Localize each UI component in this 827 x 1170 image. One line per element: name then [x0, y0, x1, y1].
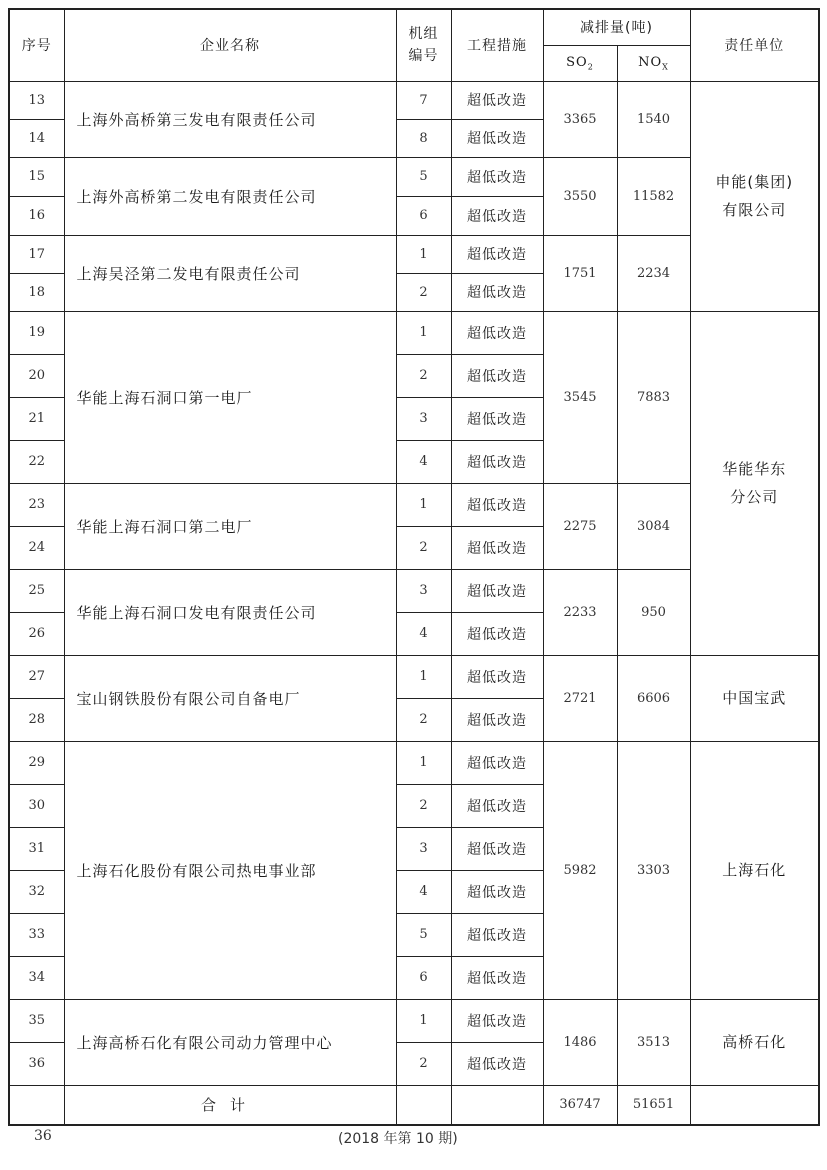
so2-reduction: 1751 — [543, 235, 617, 311]
header-reduction: 减排量(吨) — [543, 9, 690, 45]
total-unit-cell — [396, 1085, 451, 1125]
header-measure: 工程措施 — [451, 9, 543, 81]
row-seq: 17 — [9, 235, 64, 273]
nox-reduction: 3513 — [617, 999, 690, 1085]
row-seq: 23 — [9, 483, 64, 526]
table-row — [9, 741, 819, 784]
unit-number: 3 — [396, 827, 451, 870]
total-responsible-cell — [690, 1085, 819, 1125]
nox-reduction: 6606 — [617, 655, 690, 741]
unit-number: 1 — [396, 655, 451, 698]
responsible-unit-line: 上海石化 — [722, 861, 787, 879]
total-label: 合计 — [64, 1085, 396, 1125]
nox-reduction: 11582 — [617, 157, 690, 235]
row-seq: 32 — [9, 870, 64, 913]
engineering-measure: 超低改造 — [451, 119, 543, 157]
company-name: 上海外高桥第三发电有限责任公司 — [64, 81, 396, 157]
unit-number: 6 — [396, 956, 451, 999]
issue-label: (2018 年第 10 期) — [338, 1131, 458, 1147]
total-so2: 36747 — [543, 1085, 617, 1125]
total-row — [9, 1085, 819, 1125]
engineering-measure: 超低改造 — [451, 273, 543, 311]
unit-number: 5 — [396, 157, 451, 196]
row-seq: 31 — [9, 827, 64, 870]
responsible-unit-line: 申能(集团) — [715, 173, 794, 191]
header-unit-no — [396, 9, 451, 81]
unit-number: 1 — [396, 999, 451, 1042]
engineering-measure: 超低改造 — [451, 999, 543, 1042]
row-seq: 20 — [9, 354, 64, 397]
company-name: 上海高桥石化有限公司动力管理中心 — [64, 999, 396, 1085]
row-seq: 27 — [9, 655, 64, 698]
unit-number: 3 — [396, 397, 451, 440]
nox-reduction: 2234 — [617, 235, 690, 311]
company-name: 华能上海石洞口发电有限责任公司 — [64, 569, 396, 655]
responsible-unit — [690, 655, 819, 741]
so2-reduction: 5982 — [543, 741, 617, 999]
header-so2-sub: 2 — [587, 62, 594, 72]
row-seq: 28 — [9, 698, 64, 741]
engineering-measure: 超低改造 — [451, 235, 543, 273]
row-seq: 25 — [9, 569, 64, 612]
row-seq: 22 — [9, 440, 64, 483]
header-nox-sub: X — [662, 62, 669, 72]
unit-number: 2 — [396, 784, 451, 827]
engineering-measure: 超低改造 — [451, 913, 543, 956]
header-nox — [617, 45, 690, 81]
header-responsible: 责任单位 — [690, 9, 819, 81]
engineering-measure: 超低改造 — [451, 354, 543, 397]
row-seq: 21 — [9, 397, 64, 440]
total-measure-cell — [451, 1085, 543, 1125]
so2-reduction: 3550 — [543, 157, 617, 235]
row-seq: 15 — [9, 157, 64, 196]
unit-number: 8 — [396, 119, 451, 157]
header-so2 — [543, 45, 617, 81]
unit-number: 4 — [396, 870, 451, 913]
nox-reduction: 3303 — [617, 741, 690, 999]
unit-number: 4 — [396, 612, 451, 655]
unit-number: 2 — [396, 273, 451, 311]
unit-number: 5 — [396, 913, 451, 956]
unit-number: 2 — [396, 354, 451, 397]
engineering-measure: 超低改造 — [451, 81, 543, 119]
row-seq: 29 — [9, 741, 64, 784]
engineering-measure: 超低改造 — [451, 311, 543, 354]
unit-number: 6 — [396, 196, 451, 235]
header-seq: 序号 — [9, 9, 64, 81]
header-unit-no-line1: 机组 — [408, 26, 439, 43]
responsible-unit-line: 分公司 — [730, 488, 779, 506]
unit-number: 2 — [396, 526, 451, 569]
unit-number: 2 — [396, 698, 451, 741]
engineering-measure: 超低改造 — [451, 612, 543, 655]
unit-number: 7 — [396, 81, 451, 119]
nox-reduction: 1540 — [617, 81, 690, 157]
row-seq: 14 — [9, 119, 64, 157]
row-seq: 36 — [9, 1042, 64, 1085]
so2-reduction: 3545 — [543, 311, 617, 483]
engineering-measure: 超低改造 — [451, 741, 543, 784]
row-seq: 19 — [9, 311, 64, 354]
table-body — [9, 81, 819, 1085]
engineering-measure: 超低改造 — [451, 870, 543, 913]
engineering-measure: 超低改造 — [451, 698, 543, 741]
unit-number: 1 — [396, 483, 451, 526]
table-row — [9, 311, 819, 354]
header-so2-main: SO — [566, 54, 588, 70]
company-name: 宝山钢铁股份有限公司自备电厂 — [64, 655, 396, 741]
total-nox: 51651 — [617, 1085, 690, 1125]
so2-reduction: 2721 — [543, 655, 617, 741]
engineering-measure: 超低改造 — [451, 196, 543, 235]
company-name: 华能上海石洞口第二电厂 — [64, 483, 396, 569]
engineering-measure: 超低改造 — [451, 827, 543, 870]
row-seq: 30 — [9, 784, 64, 827]
responsible-unit-line: 高桥石化 — [722, 1033, 787, 1051]
table-row — [9, 999, 819, 1042]
unit-number: 3 — [396, 569, 451, 612]
unit-number: 1 — [396, 235, 451, 273]
row-seq: 26 — [9, 612, 64, 655]
nox-reduction: 7883 — [617, 311, 690, 483]
so2-reduction: 2233 — [543, 569, 617, 655]
header-company: 企业名称 — [64, 9, 396, 81]
page-number: 36 — [34, 1128, 52, 1144]
engineering-measure: 超低改造 — [451, 655, 543, 698]
engineering-measure: 超低改造 — [451, 397, 543, 440]
engineering-measure: 超低改造 — [451, 157, 543, 196]
company-name: 上海外高桥第二发电有限责任公司 — [64, 157, 396, 235]
table-row — [9, 81, 819, 119]
row-seq: 18 — [9, 273, 64, 311]
row-seq: 33 — [9, 913, 64, 956]
responsible-unit — [690, 741, 819, 999]
row-seq: 34 — [9, 956, 64, 999]
table-row — [9, 655, 819, 698]
unit-number: 2 — [396, 1042, 451, 1085]
responsible-unit-line: 有限公司 — [722, 201, 787, 219]
nox-reduction: 950 — [617, 569, 690, 655]
header-nox-main: NO — [638, 54, 663, 70]
company-name: 华能上海石洞口第一电厂 — [64, 311, 396, 483]
responsible-unit — [690, 999, 819, 1085]
engineering-measure: 超低改造 — [451, 440, 543, 483]
engineering-measure: 超低改造 — [451, 526, 543, 569]
engineering-measure: 超低改造 — [451, 569, 543, 612]
nox-reduction: 3084 — [617, 483, 690, 569]
unit-number: 1 — [396, 311, 451, 354]
responsible-unit-line: 华能华东 — [722, 460, 787, 478]
responsible-unit — [690, 311, 819, 655]
row-seq: 13 — [9, 81, 64, 119]
so2-reduction: 1486 — [543, 999, 617, 1085]
header-unit-no-line2: 编号 — [408, 48, 439, 65]
company-name: 上海吴泾第二发电有限责任公司 — [64, 235, 396, 311]
unit-number: 4 — [396, 440, 451, 483]
responsible-unit-line: 中国宝武 — [722, 689, 787, 707]
row-seq: 16 — [9, 196, 64, 235]
engineering-measure: 超低改造 — [451, 1042, 543, 1085]
emission-reduction-table — [8, 8, 820, 1126]
engineering-measure: 超低改造 — [451, 956, 543, 999]
total-seq-cell — [9, 1085, 64, 1125]
so2-reduction: 3365 — [543, 81, 617, 157]
so2-reduction: 2275 — [543, 483, 617, 569]
engineering-measure: 超低改造 — [451, 784, 543, 827]
unit-number: 1 — [396, 741, 451, 784]
row-seq: 24 — [9, 526, 64, 569]
engineering-measure: 超低改造 — [451, 483, 543, 526]
company-name: 上海石化股份有限公司热电事业部 — [64, 741, 396, 999]
responsible-unit — [690, 81, 819, 311]
row-seq: 35 — [9, 999, 64, 1042]
